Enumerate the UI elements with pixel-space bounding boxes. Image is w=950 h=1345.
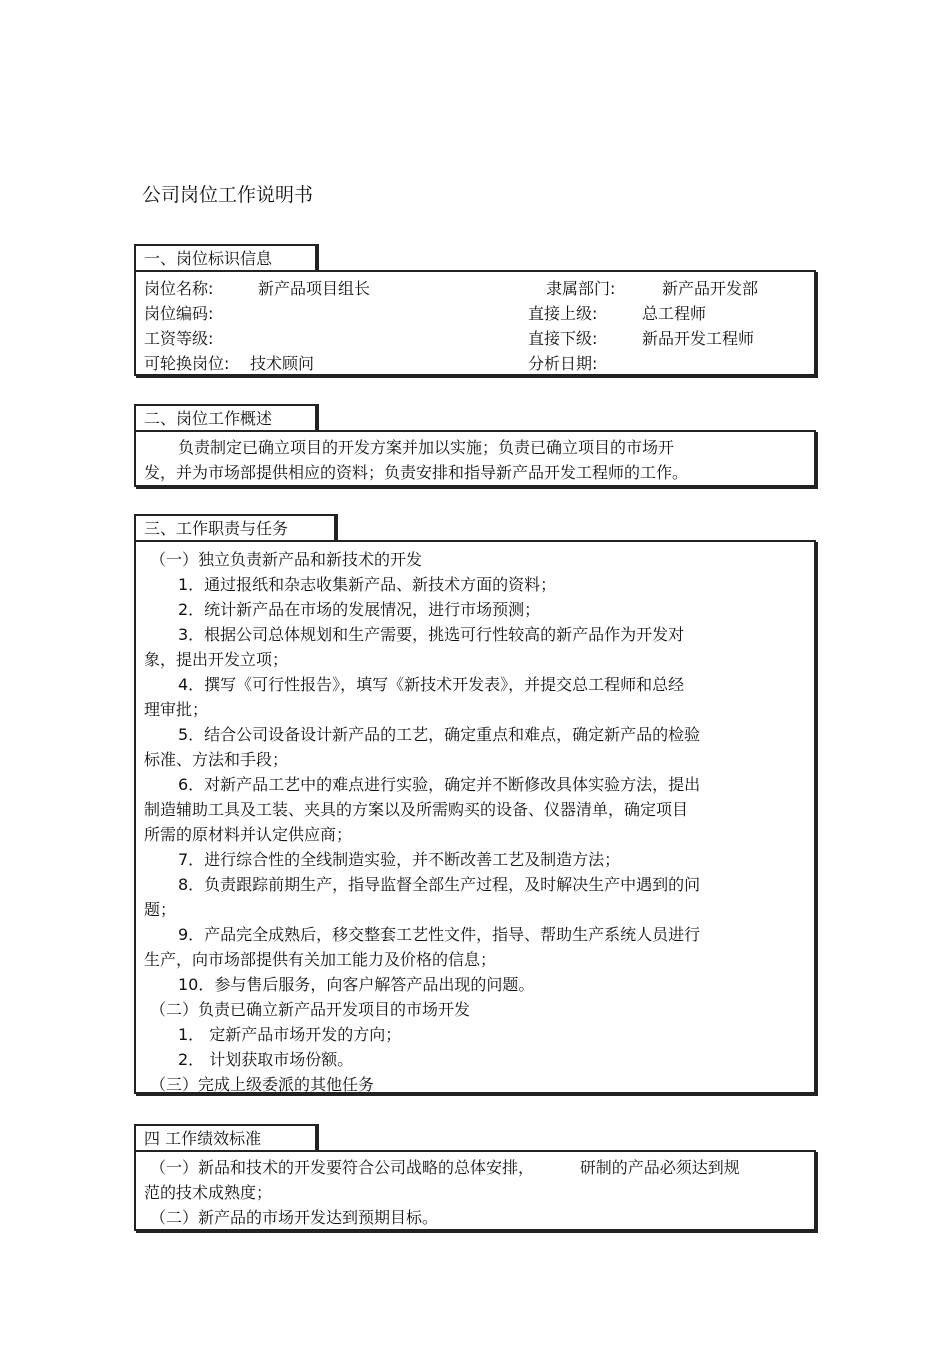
- section-heading-performance: 四 工作绩效标准: [134, 1124, 317, 1150]
- analysis-date-label: 分析日期:: [528, 354, 598, 373]
- supervisor-value: 总工程师: [642, 304, 707, 323]
- info-row-name: [144, 274, 806, 299]
- department-label: 隶属部门:: [546, 279, 616, 298]
- duty-line: 标准、方法和手段；: [144, 750, 289, 769]
- info-row-rotation: [144, 349, 806, 374]
- performance-line: 范的技术成熟度；: [144, 1183, 273, 1202]
- duty-line: （二）负责已确立新产品开发项目的市场开发: [150, 1000, 471, 1019]
- rotation-value: 技术顾问: [250, 354, 315, 373]
- performance-line: （二）新产品的市场开发达到预期目标。: [150, 1208, 439, 1227]
- overview-paragraph: [144, 435, 774, 485]
- duty-line: 生产，向市场部提供有关加工能力及价格的信息；: [144, 950, 497, 969]
- section-performance-box: [134, 1150, 816, 1231]
- performance-line: （一）新品和技术的开发要符合公司战略的总体安排， 研制的产品必须达到规: [150, 1158, 740, 1177]
- duty-line: 8．负责跟踪前期生产，指导监督全部生产过程，及时解决生产中遇到的问: [178, 875, 701, 894]
- overview-line: 负责制定已确立项目的开发方案并加以实施；负责已确立项目的市场开: [178, 438, 675, 457]
- duty-line: （三）完成上级委派的其他任务: [150, 1075, 375, 1094]
- position-code-label: 岗位编码:: [144, 304, 214, 323]
- duty-line: 9．产品完全成熟后，移交整套工艺性文件，指导、帮助生产系统人员进行: [178, 925, 701, 944]
- salary-grade-label: 工资等级:: [144, 329, 214, 348]
- duty-line: （一）独立负责新产品和新技术的开发: [150, 550, 423, 569]
- section-heading-identification: 一、岗位标识信息: [134, 244, 317, 270]
- duty-line: 2． 计划获取市场份额。: [178, 1050, 354, 1069]
- rotation-label: 可轮换岗位:: [144, 354, 230, 373]
- section-heading-overview: 二、岗位工作概述: [134, 404, 317, 430]
- duty-line: 3．根据公司总体规划和生产需要，挑选可行性较高的新产品作为开发对: [178, 625, 685, 644]
- overview-line: 发，并为市场部提供相应的资料；负责安排和指导新产品开发工程师的工作。: [144, 463, 689, 482]
- duties-list: [144, 547, 774, 1097]
- duty-line: 10．参与售后服务，向客户解答产品出现的问题。: [178, 975, 535, 994]
- position-name-label: 岗位名称:: [144, 279, 214, 298]
- page-title: 公司岗位工作说明书: [142, 184, 314, 206]
- duty-line: 1．通过报纸和杂志收集新产品、新技术方面的资料；: [178, 575, 557, 594]
- duty-line: 制造辅助工具及工装、夹具的方案以及所需购买的设备、仪器清单，确定项目: [144, 800, 689, 819]
- section-overview-box: [134, 430, 816, 487]
- performance-list: [144, 1155, 806, 1230]
- duty-line: 2．统计新产品在市场的发展情况，进行市场预测；: [178, 600, 541, 619]
- duty-line: 6．对新产品工艺中的难点进行实验，确定并不断修改具体实验方法，提出: [178, 775, 701, 794]
- duty-line: 4．撰写《可行性报告》，填写《新技术开发表》，并提交总工程师和总经: [178, 675, 685, 694]
- section-duties-box: [134, 540, 816, 1094]
- duty-line: 所需的原材料并认定供应商；: [144, 825, 353, 844]
- subordinate-label: 直接下级:: [528, 329, 598, 348]
- duty-line: 理审批；: [144, 700, 209, 719]
- subordinate-value: 新品开发工程师: [642, 329, 755, 348]
- supervisor-label: 直接上级:: [528, 304, 598, 323]
- duty-line: 1． 定新产品市场开发的方向；: [178, 1025, 402, 1044]
- duty-line: 题；: [144, 900, 177, 919]
- department-value: 新产品开发部: [662, 279, 759, 298]
- section-heading-duties: 三、工作职责与任务: [134, 514, 336, 540]
- section-identification-box: [134, 270, 816, 376]
- info-row-salary: [144, 324, 806, 349]
- position-name-value: 新产品项目组长: [258, 279, 371, 298]
- duty-line: 5．结合公司设备设计新产品的工艺，确定重点和难点，确定新产品的检验: [178, 725, 701, 744]
- duty-line: 象，提出开发立项；: [144, 650, 289, 669]
- info-row-code: [144, 299, 806, 324]
- duty-line: 7．进行综合性的全线制造实验，并不断改善工艺及制造方法；: [178, 850, 621, 869]
